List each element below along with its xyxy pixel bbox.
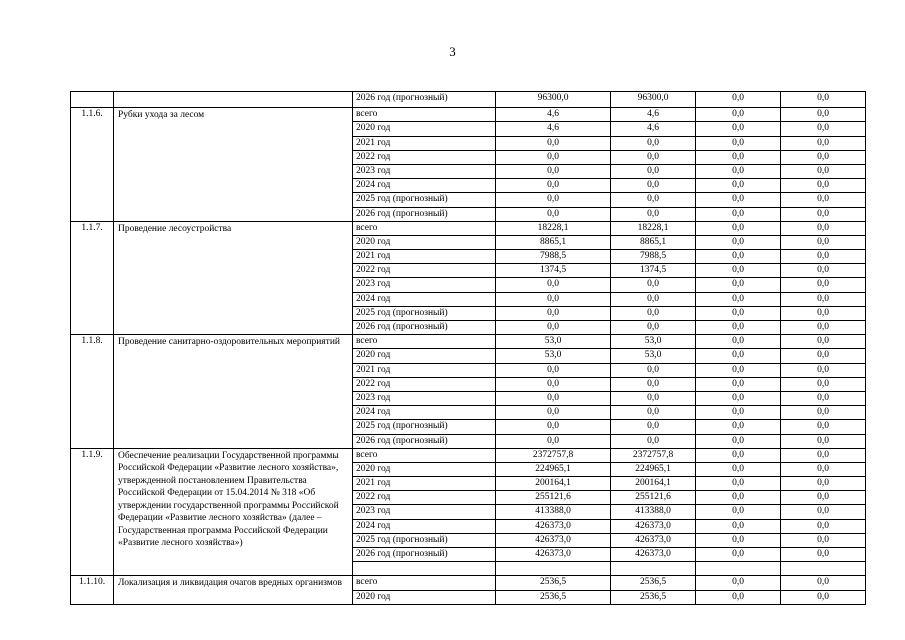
- value-cell-1: 7988,5: [496, 250, 611, 264]
- value-cell-4: 0,0: [781, 377, 866, 391]
- value-cell-2: 413388,0: [611, 505, 696, 519]
- value-cell-2: 0,0: [611, 363, 696, 377]
- value-cell-1: 0,0: [496, 363, 611, 377]
- period-cell: 2021 год: [353, 136, 496, 150]
- value-cell-3: 0,0: [696, 250, 781, 264]
- value-cell-2: 0,0: [611, 377, 696, 391]
- value-cell-2: 0,0: [611, 406, 696, 420]
- value-cell-4: 0,0: [781, 221, 866, 235]
- value-cell-3: 0,0: [696, 321, 781, 335]
- item-number: 1.1.7.: [71, 221, 114, 335]
- period-cell: 2024 год: [353, 519, 496, 533]
- value-cell-4: 0,0: [781, 363, 866, 377]
- value-cell-3: 0,0: [696, 349, 781, 363]
- period-cell: 2026 год (прогнозный): [353, 548, 496, 562]
- value-cell-4: 0,0: [781, 335, 866, 349]
- value-cell-1: 8865,1: [496, 235, 611, 249]
- value-cell-3: 0,0: [696, 363, 781, 377]
- period-cell: 2025 год (прогнозный): [353, 533, 496, 547]
- value-cell-3: 0,0: [696, 391, 781, 405]
- value-cell-4: 0,0: [781, 406, 866, 420]
- value-cell-4: 0,0: [781, 122, 866, 136]
- value-cell-2: 255121,6: [611, 491, 696, 505]
- value-cell-2: 0,0: [611, 434, 696, 448]
- page-number: 3: [449, 44, 456, 59]
- value-cell-1: 0,0: [496, 278, 611, 292]
- period-cell: всего: [353, 335, 496, 349]
- value-cell-3: 0,0: [696, 406, 781, 420]
- table-row: [71, 335, 866, 349]
- value-cell-3: 0,0: [696, 491, 781, 505]
- value-cell-4: 0,0: [781, 207, 866, 221]
- value-cell-1: 2372757,8: [496, 448, 611, 462]
- value-cell-1: 53,0: [496, 335, 611, 349]
- value-cell-3: 0,0: [696, 179, 781, 193]
- value-cell-4: 0,0: [781, 250, 866, 264]
- value-cell-1: 0,0: [496, 434, 611, 448]
- value-cell-3: 0,0: [696, 221, 781, 235]
- value-cell-2: 426373,0: [611, 533, 696, 547]
- period-cell: 2020 год: [353, 122, 496, 136]
- value-cell-2: 0,0: [611, 179, 696, 193]
- period-cell: 2023 год: [353, 505, 496, 519]
- table-row: [71, 576, 866, 590]
- value-cell-2: [611, 562, 696, 576]
- value-cell-3: 0,0: [696, 576, 781, 590]
- period-cell: 2026 год (прогнозный): [353, 207, 496, 221]
- period-cell: 2024 год: [353, 406, 496, 420]
- value-cell-1: 0,0: [496, 406, 611, 420]
- value-cell-1: 0,0: [496, 136, 611, 150]
- value-cell-3: 0,0: [696, 477, 781, 491]
- value-cell-2: 0,0: [611, 193, 696, 207]
- value-cell-2: 0,0: [611, 420, 696, 434]
- period-cell: 2024 год: [353, 179, 496, 193]
- value-cell-4: 0,0: [781, 491, 866, 505]
- value-cell-3: [696, 562, 781, 576]
- value-cell-1: 2536,5: [496, 590, 611, 604]
- value-cell-3: 0,0: [696, 548, 781, 562]
- value-cell-2: 53,0: [611, 335, 696, 349]
- item-title: Проведение санитарно-оздоровительных мероприятий: [114, 335, 353, 449]
- item-title: Проведение лесоустройства: [114, 221, 353, 335]
- value-cell-1: 0,0: [496, 306, 611, 320]
- value-cell-3: 0,0: [696, 434, 781, 448]
- value-cell-1: 413388,0: [496, 505, 611, 519]
- item-title: Обеспечение реализации Государственной программы Российской Федерации «Развитие лесного хозяйства», утвержденной постановлением Правительства Российской Федерации от 15.04.2014 № 318 «Об утверждении государственной программы Российской Федерации «Развитие лесного хозяйства» (далее – Государственная программа Российской Федерации «Развитие лесного хозяйства»): [114, 448, 353, 576]
- value-cell-1: 0,0: [496, 179, 611, 193]
- budget-table: [70, 91, 866, 605]
- value-cell-3: 0,0: [696, 235, 781, 249]
- value-cell-1: 0,0: [496, 321, 611, 335]
- period-cell: 2020 год: [353, 235, 496, 249]
- value-cell-4: 0,0: [781, 391, 866, 405]
- value-cell-2: 426373,0: [611, 548, 696, 562]
- period-cell: 2024 год: [353, 292, 496, 306]
- value-cell-4: 0,0: [781, 477, 866, 491]
- value-cell-2: 7988,5: [611, 250, 696, 264]
- value-cell-3: 0,0: [696, 92, 781, 108]
- value-cell-4: [781, 562, 866, 576]
- value-cell-1: 0,0: [496, 420, 611, 434]
- value-cell-3: 0,0: [696, 108, 781, 122]
- value-cell-1: 255121,6: [496, 491, 611, 505]
- period-cell: 2023 год: [353, 164, 496, 178]
- value-cell-4: 0,0: [781, 349, 866, 363]
- value-cell-2: 0,0: [611, 150, 696, 164]
- table-row: [71, 92, 866, 108]
- value-cell-3: 0,0: [696, 193, 781, 207]
- value-cell-4: 0,0: [781, 420, 866, 434]
- period-cell: 2025 год (прогнозный): [353, 193, 496, 207]
- value-cell-1: 426373,0: [496, 533, 611, 547]
- value-cell-4: 0,0: [781, 193, 866, 207]
- period-cell: 2026 год (прогнозный): [353, 434, 496, 448]
- value-cell-4: 0,0: [781, 533, 866, 547]
- value-cell-4: 0,0: [781, 576, 866, 590]
- value-cell-2: 18228,1: [611, 221, 696, 235]
- period-cell: 2020 год: [353, 462, 496, 476]
- value-cell-2: 426373,0: [611, 519, 696, 533]
- value-cell-1: 0,0: [496, 193, 611, 207]
- item-title: [114, 92, 353, 108]
- value-cell-4: 0,0: [781, 292, 866, 306]
- value-cell-4: 0,0: [781, 164, 866, 178]
- value-cell-2: 0,0: [611, 164, 696, 178]
- value-cell-4: 0,0: [781, 235, 866, 249]
- period-cell: 2023 год: [353, 391, 496, 405]
- value-cell-2: 8865,1: [611, 235, 696, 249]
- value-cell-4: 0,0: [781, 434, 866, 448]
- value-cell-4: 0,0: [781, 321, 866, 335]
- item-number: 1.1.9.: [71, 448, 114, 576]
- item-number: 1.1.10.: [71, 576, 114, 604]
- period-cell: всего: [353, 448, 496, 462]
- value-cell-3: 0,0: [696, 150, 781, 164]
- value-cell-1: 96300,0: [496, 92, 611, 108]
- value-cell-3: 0,0: [696, 519, 781, 533]
- period-cell: 2025 год (прогнозный): [353, 306, 496, 320]
- value-cell-4: 0,0: [781, 136, 866, 150]
- value-cell-4: 0,0: [781, 548, 866, 562]
- value-cell-2: 96300,0: [611, 92, 696, 108]
- value-cell-1: 53,0: [496, 349, 611, 363]
- value-cell-2: 224965,1: [611, 462, 696, 476]
- value-cell-4: 0,0: [781, 92, 866, 108]
- value-cell-3: 0,0: [696, 420, 781, 434]
- period-cell: 2022 год: [353, 264, 496, 278]
- period-cell: 2021 год: [353, 363, 496, 377]
- value-cell-3: 0,0: [696, 207, 781, 221]
- value-cell-4: 0,0: [781, 519, 866, 533]
- period-cell: 2020 год: [353, 349, 496, 363]
- period-cell: 2026 год (прогнозный): [353, 321, 496, 335]
- value-cell-3: 0,0: [696, 335, 781, 349]
- value-cell-2: 0,0: [611, 292, 696, 306]
- value-cell-3: 0,0: [696, 505, 781, 519]
- item-number: 1.1.8.: [71, 335, 114, 449]
- value-cell-4: 0,0: [781, 108, 866, 122]
- value-cell-1: 200164,1: [496, 477, 611, 491]
- value-cell-3: 0,0: [696, 533, 781, 547]
- period-cell: 2026 год (прогнозный): [353, 92, 496, 108]
- period-cell: 2021 год: [353, 250, 496, 264]
- item-title: Рубки ухода за лесом: [114, 108, 353, 222]
- value-cell-2: 2536,5: [611, 576, 696, 590]
- value-cell-1: 18228,1: [496, 221, 611, 235]
- value-cell-2: 0,0: [611, 207, 696, 221]
- value-cell-3: 0,0: [696, 306, 781, 320]
- value-cell-3: 0,0: [696, 278, 781, 292]
- value-cell-3: 0,0: [696, 122, 781, 136]
- period-cell: всего: [353, 576, 496, 590]
- value-cell-1: 1374,5: [496, 264, 611, 278]
- value-cell-4: 0,0: [781, 448, 866, 462]
- value-cell-1: 4,6: [496, 122, 611, 136]
- period-cell: 2022 год: [353, 150, 496, 164]
- value-cell-2: 1374,5: [611, 264, 696, 278]
- value-cell-2: 200164,1: [611, 477, 696, 491]
- value-cell-3: 0,0: [696, 264, 781, 278]
- period-cell: всего: [353, 108, 496, 122]
- value-cell-2: 0,0: [611, 136, 696, 150]
- period-cell: [353, 562, 496, 576]
- value-cell-1: 0,0: [496, 207, 611, 221]
- value-cell-2: 0,0: [611, 391, 696, 405]
- value-cell-2: 53,0: [611, 349, 696, 363]
- period-cell: всего: [353, 221, 496, 235]
- value-cell-2: 0,0: [611, 321, 696, 335]
- value-cell-2: 0,0: [611, 306, 696, 320]
- table-row: [71, 108, 866, 122]
- value-cell-3: 0,0: [696, 136, 781, 150]
- period-cell: 2021 год: [353, 477, 496, 491]
- table-row: [71, 448, 866, 462]
- value-cell-2: 2372757,8: [611, 448, 696, 462]
- value-cell-2: 0,0: [611, 278, 696, 292]
- value-cell-3: 0,0: [696, 164, 781, 178]
- value-cell-1: 4,6: [496, 108, 611, 122]
- value-cell-2: 2536,5: [611, 590, 696, 604]
- value-cell-1: 0,0: [496, 164, 611, 178]
- value-cell-3: 0,0: [696, 292, 781, 306]
- budget-table-body: [71, 92, 866, 605]
- value-cell-1: 0,0: [496, 391, 611, 405]
- value-cell-3: 0,0: [696, 590, 781, 604]
- value-cell-1: 0,0: [496, 377, 611, 391]
- value-cell-4: 0,0: [781, 264, 866, 278]
- value-cell-1: 2536,5: [496, 576, 611, 590]
- period-cell: 2023 год: [353, 278, 496, 292]
- table-row: [71, 221, 866, 235]
- item-title: Локализация и ликвидация очагов вредных организмов: [114, 576, 353, 604]
- value-cell-4: 0,0: [781, 505, 866, 519]
- value-cell-4: 0,0: [781, 278, 866, 292]
- period-cell: 2025 год (прогнозный): [353, 420, 496, 434]
- value-cell-3: 0,0: [696, 462, 781, 476]
- value-cell-4: 0,0: [781, 462, 866, 476]
- value-cell-4: 0,0: [781, 306, 866, 320]
- period-cell: 2022 год: [353, 491, 496, 505]
- value-cell-1: 0,0: [496, 150, 611, 164]
- value-cell-2: 4,6: [611, 122, 696, 136]
- value-cell-4: 0,0: [781, 150, 866, 164]
- value-cell-1: 224965,1: [496, 462, 611, 476]
- period-cell: 2022 год: [353, 377, 496, 391]
- item-number: [71, 92, 114, 108]
- item-number: 1.1.6.: [71, 108, 114, 222]
- value-cell-1: [496, 562, 611, 576]
- value-cell-1: 426373,0: [496, 548, 611, 562]
- value-cell-2: 4,6: [611, 108, 696, 122]
- value-cell-3: 0,0: [696, 448, 781, 462]
- value-cell-4: 0,0: [781, 179, 866, 193]
- value-cell-3: 0,0: [696, 377, 781, 391]
- period-cell: 2020 год: [353, 590, 496, 604]
- value-cell-1: 426373,0: [496, 519, 611, 533]
- value-cell-1: 0,0: [496, 292, 611, 306]
- value-cell-4: 0,0: [781, 590, 866, 604]
